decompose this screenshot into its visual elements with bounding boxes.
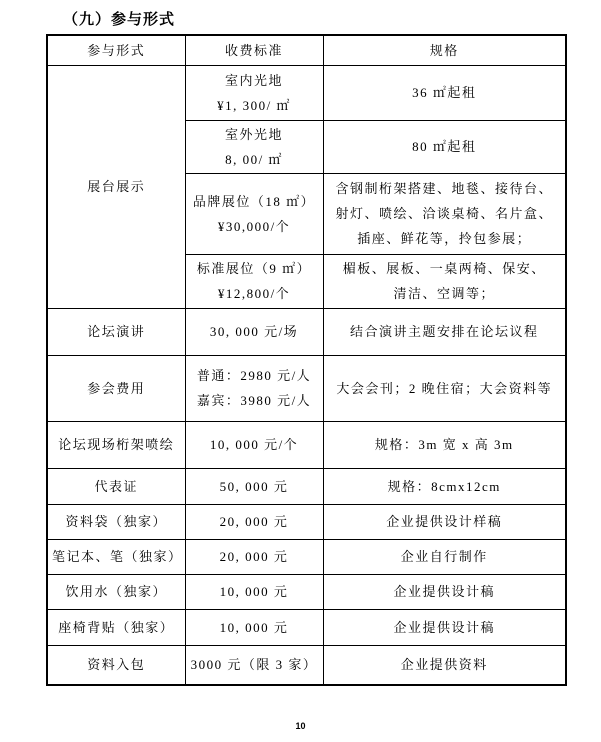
page-title: （九）参与形式 bbox=[63, 12, 176, 28]
fee-cell bbox=[185, 65, 323, 120]
form-cell: 饮用水（独家） bbox=[47, 574, 185, 609]
spec-cell: 规格：3m 宽 x 高 3m bbox=[323, 421, 566, 468]
spec-cell: 企业自行制作 bbox=[323, 539, 566, 574]
table-row bbox=[47, 645, 566, 685]
fee-line: 标准展位（9 ㎡） bbox=[196, 261, 312, 276]
spec-line: 插座、鲜花等，拎包参展； bbox=[357, 231, 532, 246]
spec-cell bbox=[323, 254, 566, 308]
table-row bbox=[47, 468, 566, 504]
fee-line: 普通：2980 元/人 bbox=[196, 368, 312, 383]
form-cell: 资料入包 bbox=[47, 645, 185, 685]
form-cell: 论坛演讲 bbox=[47, 308, 185, 355]
spec-cell: 企业提供设计稿 bbox=[323, 609, 566, 645]
spec-cell: 企业提供设计稿 bbox=[323, 574, 566, 609]
participation-fee-table bbox=[46, 34, 567, 686]
fee-cell: 10, 000 元 bbox=[185, 574, 323, 609]
fee-line: 品牌展位（18 ㎡） bbox=[192, 193, 316, 209]
table-row bbox=[47, 421, 566, 468]
form-cell: 代表证 bbox=[47, 468, 185, 504]
table-row bbox=[47, 574, 566, 609]
spec-cell: 大会会刊；2 晚住宿；大会资料等 bbox=[323, 355, 566, 421]
spec-cell: 企业提供资料 bbox=[323, 645, 566, 685]
table-row bbox=[47, 308, 566, 355]
fee-cell: 50, 000 元 bbox=[185, 468, 323, 504]
fee-cell: 20, 000 元 bbox=[185, 539, 323, 574]
table-row bbox=[47, 65, 566, 120]
fee-cell: 30, 000 元/场 bbox=[185, 308, 323, 355]
page-number: 10 bbox=[295, 721, 306, 731]
fee-line: ¥1, 300/ ㎡ bbox=[217, 97, 291, 113]
fee-line: ¥30,000/个 bbox=[217, 218, 291, 234]
form-cell: 座椅背贴（独家） bbox=[47, 609, 185, 645]
fee-cell bbox=[185, 355, 323, 421]
header-participation-form: 参与形式 bbox=[47, 35, 185, 65]
table-row bbox=[47, 609, 566, 645]
spec-cell: 结合演讲主题安排在论坛议程 bbox=[323, 308, 566, 355]
header-specification: 规格 bbox=[323, 35, 566, 65]
spec-line: 含钢制桁架搭建、地毯、接待台、 bbox=[335, 181, 553, 196]
spec-cell: 80 ㎡起租 bbox=[323, 120, 566, 173]
table-row bbox=[47, 355, 566, 421]
form-cell: 论坛现场桁架喷绘 bbox=[47, 421, 185, 468]
spec-cell: 36 ㎡起租 bbox=[323, 65, 566, 120]
fee-line: 室外光地 bbox=[224, 126, 283, 142]
spec-line: 楣板、展板、一桌两椅、保安、 bbox=[342, 261, 546, 276]
fee-line: 嘉宾：3980 元/人 bbox=[196, 393, 312, 408]
table-row bbox=[47, 504, 566, 539]
fee-line: 室内光地 bbox=[224, 72, 283, 88]
spec-cell: 企业提供设计样稿 bbox=[323, 504, 566, 539]
fee-cell bbox=[185, 254, 323, 308]
table-row bbox=[47, 539, 566, 574]
form-cell: 参会费用 bbox=[47, 355, 185, 421]
fee-cell: 20, 000 元 bbox=[185, 504, 323, 539]
table-header-row bbox=[47, 35, 566, 65]
fee-cell bbox=[185, 120, 323, 173]
spec-line: 射灯、喷绘、洽谈桌椅、名片盒、 bbox=[335, 206, 553, 221]
spec-cell: 规格：8cmx12cm bbox=[323, 468, 566, 504]
spec-cell bbox=[323, 173, 566, 254]
fee-cell: 10, 000 元 bbox=[185, 609, 323, 645]
fee-line: ¥12,800/个 bbox=[217, 286, 291, 301]
form-cell: 资料袋（独家） bbox=[47, 504, 185, 539]
fee-cell bbox=[185, 173, 323, 254]
booth-display-group-label: 展台展示 bbox=[47, 65, 185, 308]
header-fee-standard: 收费标准 bbox=[185, 35, 323, 65]
form-cell: 笔记本、笔（独家） bbox=[47, 539, 185, 574]
fee-cell: 10, 000 元/个 bbox=[185, 421, 323, 468]
spec-line: 清洁、空调等； bbox=[393, 286, 495, 301]
fee-line: 8, 00/ ㎡ bbox=[225, 151, 283, 167]
fee-cell: 3000 元（限 3 家） bbox=[185, 645, 323, 685]
